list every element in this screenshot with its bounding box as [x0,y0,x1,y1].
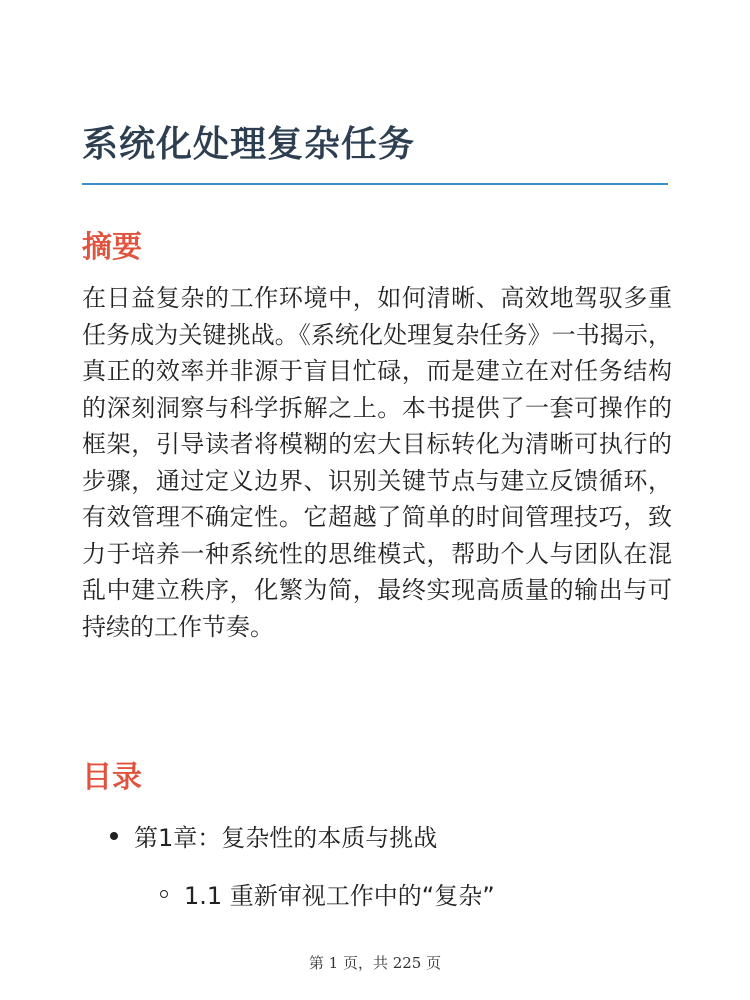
toc-item-label: 1.1 重新审视工作中的“复杂” [184,882,495,910]
page-number-footer: 第 1 页，共 225 页 [308,954,442,972]
disc-bullet-icon [110,832,118,840]
title-divider [82,183,668,185]
toc-item-chapter-1[interactable] [110,818,437,853]
circle-bullet-icon [160,890,168,898]
document-title: 系统化处理复杂任务 [82,124,416,165]
toc-item-section-1-1[interactable] [160,876,495,911]
abstract-heading: 摘要 [82,230,142,265]
abstract-body: 在日益复杂的工作环境中，如何清晰、高效地驾驭多重任务成为关键挑战。《系统化处理复杂任务》一书揭示，真正的效率并非源于盲目忙碌，而是建立在对任务结构的深刻洞察与科学拆解之上。本书提供了一套可操作的框架，引导读者将模糊的宏大目标转化为清晰可执行的步骤，通过定义边界、识别关键节点与建立反馈循环，有效管理不确定性。它超越了简单的时间管理技巧，致力于培养一种系统性的思维模式，帮助个人与团队在混乱中建立秩序，化繁为简，最终实现高质量的输出与可持续的工作节奏。 [82,284,672,641]
toc-item-label: 第1章：复杂性的本质与挑战 [134,824,438,852]
toc-heading: 目录 [82,760,142,795]
